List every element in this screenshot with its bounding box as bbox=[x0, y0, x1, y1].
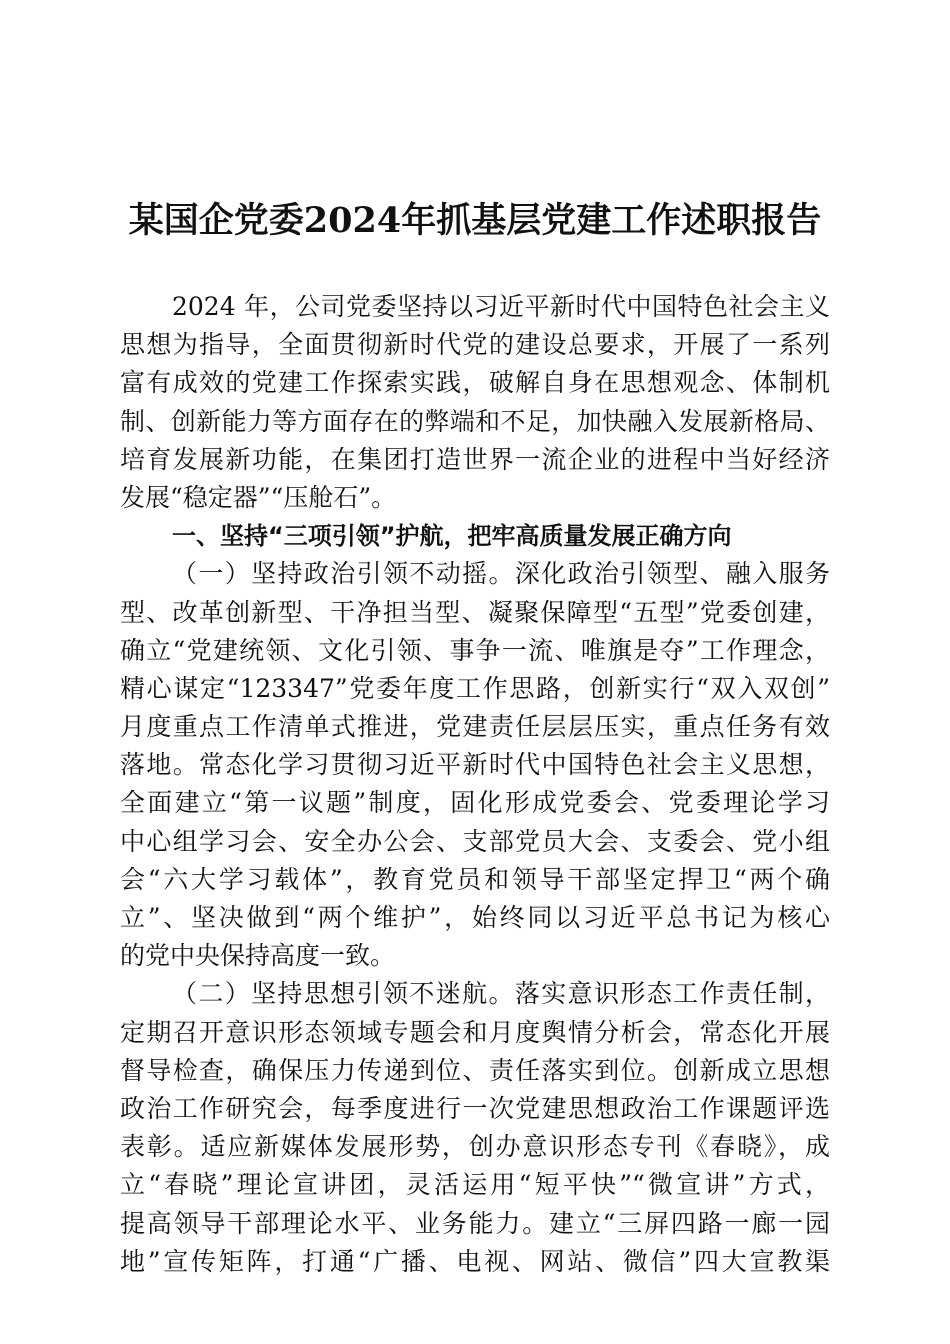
document-title: 某国企党委2024年抓基层党建工作述职报告 bbox=[128, 200, 822, 241]
paragraph-1-line: （一）坚持政治引领不动摇。深化政治引领型、融入服务 bbox=[172, 559, 830, 589]
intro-line: 思想为指导，全面贯彻新时代党的建设总要求，开展了一系列 bbox=[120, 330, 830, 360]
paragraph-1-line: 全面建立“第一议题”制度，固化形成党委会、党委理论学习 bbox=[120, 788, 830, 818]
paragraph-2-line: 表彰。适应新媒体发展形势，创办意识形态专刊《春晓》，成 bbox=[120, 1132, 830, 1162]
paragraph-1-line: 型、改革创新型、干净担当型、凝聚保障型“五型”党委创建， bbox=[120, 597, 830, 627]
paragraph-2-line: 政治工作研究会，每季度进行一次党建思想政治工作课题评选 bbox=[120, 1093, 830, 1123]
paragraph-2-line: 立“春晓”理论宣讲团，灵活运用“短平快”“微宣讲”方式， bbox=[120, 1170, 830, 1200]
document-body bbox=[120, 288, 830, 1281]
paragraph-1-line: 立”、坚决做到“两个维护”，始终同以习近平总书记为核心 bbox=[120, 903, 830, 932]
paragraph-1-line: 的党中央保持高度一致。 bbox=[120, 941, 396, 971]
paragraph-1-line: 月度重点工作清单式推进，党建责任层层压实，重点任务有效 bbox=[120, 712, 830, 742]
paragraph-1-line: 中心组学习会、安全办公会、支部党员大会、支委会、党小组 bbox=[120, 826, 830, 856]
intro-line: 2024 年，公司党委坚持以习近平新时代中国特色社会主义 bbox=[172, 292, 830, 321]
section-heading: 一、坚持“三项引领”护航，把牢高质量发展正确方向 bbox=[172, 522, 732, 551]
paragraph-1-line: 精心谋定“123347”党委年度工作思路，创新实行“双入双创” bbox=[120, 673, 830, 703]
paragraph-2-line: 督导检查，确保压力传递到位、责任落实到位。创新成立思想 bbox=[120, 1055, 830, 1085]
intro-line: 富有成效的党建工作探索实践，破解自身在思想观念、体制机 bbox=[120, 368, 830, 398]
paragraph-1-line: 确立“党建统领、文化引领、事争一流、唯旗是夺”工作理念， bbox=[120, 635, 830, 665]
intro-line: 发展“稳定器”“压舱石”。 bbox=[120, 482, 397, 512]
paragraph-2-line: 定期召开意识形态领域专题会和月度舆情分析会，常态化开展 bbox=[120, 1017, 830, 1047]
paragraph-1-line: 落地。常态化学习贯彻习近平新时代中国特色社会主义思想， bbox=[120, 750, 830, 780]
paragraph-2-line: 提高领导干部理论水平、业务能力。建立“三屏四路一廊一园 bbox=[120, 1208, 830, 1238]
paragraph-2-line: 地”宣传矩阵，打通“广播、电视、网站、微信”四大宣教渠 bbox=[120, 1246, 830, 1276]
intro-line: 培育发展新功能，在集团打造世界一流企业的进程中当好经济 bbox=[120, 444, 830, 474]
paragraph-1-line: 会“六大学习载体”，教育党员和领导干部坚定捍卫“两个确 bbox=[120, 864, 830, 894]
paragraph-2-line: （二）坚持思想引领不迷航。落实意识形态工作责任制， bbox=[172, 979, 830, 1009]
intro-line: 制、创新能力等方面存在的弊端和不足，加快融入发展新格局、 bbox=[120, 406, 830, 436]
